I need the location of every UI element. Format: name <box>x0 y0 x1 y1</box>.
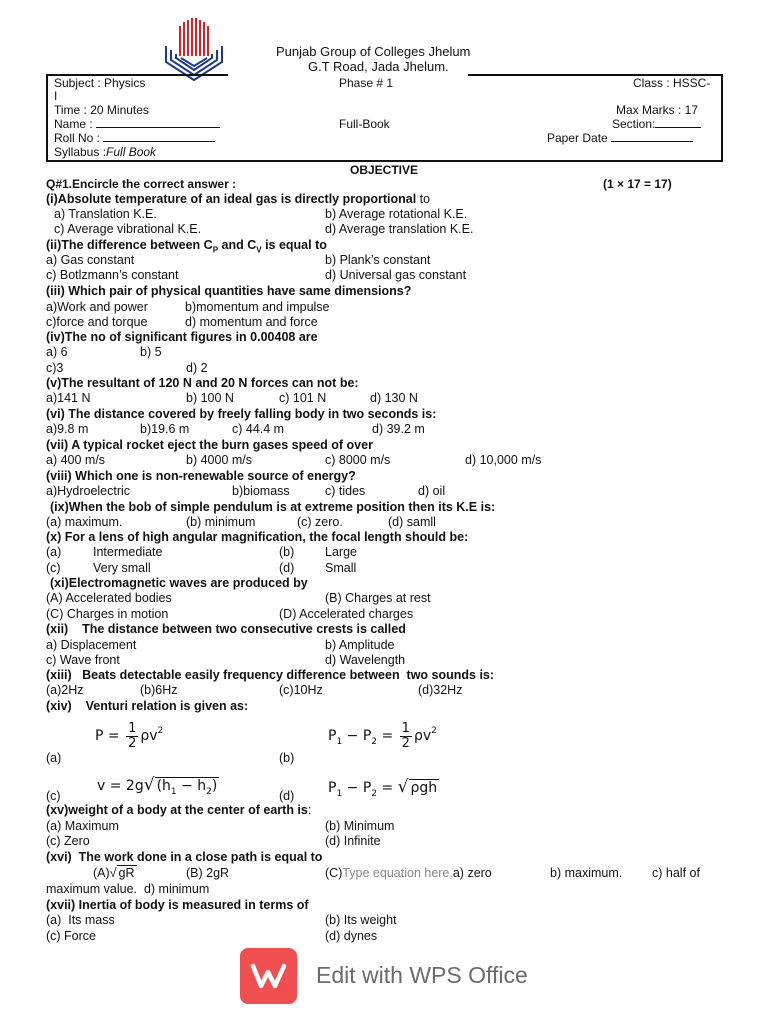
question-2-mid: and C <box>218 238 257 252</box>
q6-option-b: b)19.6 m <box>140 422 190 436</box>
formula-b-p2: P <box>362 728 372 745</box>
q1-option-d: d) Average translation K.E. <box>325 222 474 236</box>
q12-option-d: d) Wavelength <box>325 653 406 667</box>
formula-d-minus: − <box>346 780 359 796</box>
q15-option-c: (c) Zero <box>46 834 90 848</box>
question-8: (viii) Which one is non-renewable source of energy? <box>46 469 356 483</box>
sqrt-icon: √ <box>143 775 155 795</box>
roll-no-label: Roll No : <box>54 131 101 145</box>
name-blank <box>96 127 220 128</box>
q16-answer-a: a) zero <box>452 866 492 880</box>
q16-option-b: (B) 2gR <box>186 866 230 880</box>
q11-option-a: (A) Accelerated bodies <box>46 591 172 605</box>
q16-answer-b: b) maximum. <box>550 866 623 880</box>
question-1 <box>46 192 430 206</box>
formula-c-minus: − <box>181 778 193 794</box>
q15-option-d: (d) Infinite <box>325 834 381 848</box>
q3-option-c: c)force and torque <box>46 315 148 329</box>
question-2-text: (ii)The difference between C <box>46 238 213 252</box>
cp-subscript: P <box>212 245 219 255</box>
question-1-tail: to <box>416 192 431 206</box>
q7-option-d: d) 10,000 m/s <box>465 453 542 467</box>
question-12: (xii) The distance between two consecutive crests is called <box>46 622 406 636</box>
q3-option-d: d) momentum and force <box>185 315 318 329</box>
question-10: (x) For a lens of high angular magnification, the focal length should be: <box>46 530 469 544</box>
q16-option-c <box>325 866 492 880</box>
wps-label: Edit with WPS Office <box>316 962 528 988</box>
formula-a-fraction <box>126 722 138 750</box>
class-label: Class : HSSC- <box>633 76 711 90</box>
name-label: Name : <box>54 117 93 131</box>
q6-option-d: d) 39.2 m <box>372 422 425 436</box>
formula-d-sub2: 2 <box>371 789 378 799</box>
q9-option-c: (c) zero. <box>297 515 343 529</box>
paper-date-blank <box>611 141 693 142</box>
q12-option-b: b) Amplitude <box>325 638 395 652</box>
q4-option-a: a) 6 <box>46 345 68 359</box>
q15-option-a: (a) Maximum <box>46 819 119 833</box>
q14-option-d: (d) <box>279 789 295 803</box>
q1-option-b: b) Average rotational K.E. <box>325 207 468 221</box>
question-17: (xvii) Inertia of body is measured in terms of <box>46 898 309 912</box>
q2-option-b: b) Plank’s constant <box>325 253 431 267</box>
max-marks: Max Marks : 17 <box>616 103 699 117</box>
question-13: (xiii) Beats detectable easily frequency difference between two sounds is: <box>46 668 495 682</box>
q13-option-b: (b)6Hz <box>140 683 178 697</box>
question-11: (xi)Electromagnetic waves are produced by <box>50 576 308 590</box>
formula-a-exponent: 2 <box>157 726 164 737</box>
paper-date-label: Paper Date <box>547 131 608 145</box>
formula-a-denominator: 2 <box>128 735 137 751</box>
roll-no-field <box>54 131 215 145</box>
syllabus-value: Full Book <box>106 145 157 159</box>
q7-option-b: b) 4000 m/s <box>186 453 253 467</box>
formula-d-p2: P <box>362 780 372 796</box>
question-14: (xiv) Venturi relation is given as: <box>46 699 249 713</box>
q16-answer-c: c) half of <box>652 866 700 880</box>
subject: Subject : Physics <box>54 76 146 90</box>
q9-option-a: (a) maximum. <box>46 515 123 529</box>
formula-b-p1: P <box>328 728 337 745</box>
q16-option-a-radicand: gR <box>118 866 135 880</box>
q16-option-a <box>93 866 137 880</box>
section-heading: OBJECTIVE <box>350 163 419 177</box>
question-2-end: is equal to <box>261 238 327 252</box>
college-name: Punjab Group of Colleges Jhelum <box>276 44 471 59</box>
venturi-formula-b <box>328 722 437 750</box>
q10-option-a: Intermediate <box>93 545 163 559</box>
question-9: (ix)When the bob of simple pendulum is at extreme position then its K.E is: <box>50 500 496 514</box>
formula-c-h1: h <box>162 778 171 794</box>
q15-option-b: (b) Minimum <box>325 819 395 833</box>
q16-option-a-label: (A) <box>93 866 110 880</box>
q10-option-d: Small <box>325 561 357 575</box>
question-16: (xvi) The work done in a close path is equal to <box>46 850 323 864</box>
question-7: (vii) A typical rocket eject the burn gases speed of over <box>46 438 373 452</box>
section-blank <box>655 127 701 128</box>
formula-b-rhs: ρv <box>413 728 432 745</box>
formula-c-lhs: v = 2g <box>97 778 144 794</box>
q7-option-a: a) 400 m/s <box>46 453 106 467</box>
question-5: (v)The resultant of 120 N and 20 N forces can not be: <box>46 376 359 390</box>
q11-option-b: (B) Charges at rest <box>325 591 431 605</box>
q8-option-a: a)Hydroelectric <box>46 484 131 498</box>
wps-logo-icon <box>240 948 297 1004</box>
q5-option-b: b) 100 N <box>186 391 234 405</box>
roll-no-blank <box>103 141 215 142</box>
q17-option-a: (a) Its mass <box>46 913 115 927</box>
question-15 <box>46 803 311 817</box>
syllabus <box>54 145 156 159</box>
q10-option-b-label: (b) <box>279 545 295 559</box>
q9-option-d: (d) samll <box>388 515 436 529</box>
formula-c-sub1: 1 <box>170 787 177 797</box>
edit-with-wps-button[interactable] <box>240 948 560 1006</box>
q10-option-b: Large <box>325 545 357 559</box>
college-logo <box>160 16 230 88</box>
q2-option-d: d) Universal gas constant <box>325 268 467 282</box>
question-15-tail: : <box>307 803 312 817</box>
formula-d-sub1: 1 <box>336 789 343 799</box>
q5-option-a: a)141 N <box>46 391 91 405</box>
q7-option-c: c) 8000 m/s <box>325 453 391 467</box>
q14-option-b: (b) <box>279 751 295 765</box>
venturi-formula-c <box>97 775 219 797</box>
q9-option-b: (b) minimum <box>186 515 256 529</box>
time: Time : 20 Minutes <box>54 103 149 117</box>
q4-option-c: c)3 <box>46 361 64 375</box>
formula-b-fraction <box>400 722 412 750</box>
q11-option-c: (C) Charges in motion <box>46 607 169 621</box>
q17-option-d: (d) dynes <box>325 929 378 943</box>
venturi-formula-a <box>95 722 163 750</box>
section-label: Section: <box>612 117 656 131</box>
marks-distribution: (1 × 17 = 17) <box>603 177 672 191</box>
full-book: Full-Book <box>339 117 390 131</box>
q1-option-c: c) Average vibrational K.E. <box>54 222 202 236</box>
q4-option-d: d) 2 <box>186 361 208 375</box>
formula-b-exponent: 2 <box>431 726 437 737</box>
formula-d-radicand: ρgh <box>410 780 438 796</box>
q8-option-d: d) oil <box>418 484 446 498</box>
header-bottom-rule <box>46 160 723 162</box>
formula-a-rhs: ρv <box>140 728 158 745</box>
question-1-text: (i)Absolute temperature of an ideal gas is directly proportional <box>46 192 417 206</box>
section-field <box>612 117 701 131</box>
class-continued: I <box>54 89 58 103</box>
formula-b-numerator: 1 <box>401 721 410 736</box>
formula-b-minus: − <box>346 728 359 745</box>
equation-placeholder[interactable]: Type equation here. <box>342 866 453 880</box>
cv-subscript: V <box>256 245 262 255</box>
q4-option-b: b) 5 <box>140 345 162 359</box>
formula-b-sub1: 1 <box>336 737 343 748</box>
q8-option-b: b)biomass <box>232 484 290 498</box>
q10-option-c: Very small <box>93 561 151 575</box>
header-right-border <box>721 74 723 161</box>
formula-c-radicand: $(h_1 - h_2)$ <box>156 778 218 797</box>
sqrt-icon: √ <box>397 777 409 797</box>
college-address: G.T Road, Jada Jhelum. <box>308 59 449 74</box>
venturi-formula-d <box>328 777 439 799</box>
q10-option-c-label: (c) <box>46 561 61 575</box>
q5-option-d: d) 130 N <box>370 391 418 405</box>
q6-option-a: a)9.8 m <box>46 422 89 436</box>
q12-option-c: c) Wave front <box>46 653 120 667</box>
q16-continuation: maximum value. d) minimum <box>46 882 210 896</box>
q17-option-b: (b) Its weight <box>325 913 397 927</box>
sqrt-icon: √ <box>109 866 117 880</box>
formula-d-equals: = <box>381 780 394 796</box>
paper-date-field <box>547 131 693 145</box>
formula-b-denominator: 2 <box>401 735 410 751</box>
q12-option-a: a) Displacement <box>46 638 137 652</box>
formula-c-sub2: 2 <box>206 787 212 797</box>
q2-option-a: a) Gas constant <box>46 253 135 267</box>
q16-option-c-label: (C) <box>325 866 343 880</box>
q17-option-c: (c) Force <box>46 929 96 943</box>
formula-c-h2: h <box>197 778 207 794</box>
phase: Phase # 1 <box>339 76 394 90</box>
q10-option-d-label: (d) <box>279 561 295 575</box>
question-instructions: Q#1.Encircle the correct answer : <box>46 177 237 191</box>
q1-option-a: a) Translation K.E. <box>54 207 157 221</box>
q3-option-b: b)momentum and impulse <box>185 300 330 314</box>
syllabus-label: Syllabus : <box>54 145 107 159</box>
q14-option-a: (a) <box>46 751 62 765</box>
question-6: (vi) The distance covered by freely falling body in two seconds is: <box>46 407 437 421</box>
q13-option-a: (a)2Hz <box>46 683 84 697</box>
question-15-text: (xv)weight of a body at the center of earth is <box>46 803 308 817</box>
q5-option-c: c) 101 N <box>279 391 327 405</box>
header-left-border <box>46 74 48 161</box>
q10-option-a-label: (a) <box>46 545 62 559</box>
q13-option-c: (c)10Hz <box>279 683 323 697</box>
q11-option-d: (D) Accelerated charges <box>279 607 414 621</box>
q13-option-d: (d)32Hz <box>418 683 463 697</box>
formula-b-sub2: 2 <box>371 737 378 748</box>
formula-d-p1: P <box>328 780 337 796</box>
question-4: (iv)The no of significant figures in 0.00408 are <box>46 330 318 344</box>
q8-option-c: c) tides <box>325 484 366 498</box>
q3-option-a: a)Work and power <box>46 300 148 314</box>
question-3: (iii) Which pair of physical quantities have same dimensions? <box>46 284 412 298</box>
q2-option-c: c) Botlzmann’s constant <box>46 268 179 282</box>
q6-option-c: c) 44.4 m <box>232 422 285 436</box>
name-field <box>54 117 220 131</box>
q14-option-c: (c) <box>46 789 61 803</box>
formula-b-equals: = <box>381 728 394 745</box>
formula-a-lhs: P = <box>95 728 120 745</box>
formula-a-numerator: 1 <box>128 721 137 736</box>
